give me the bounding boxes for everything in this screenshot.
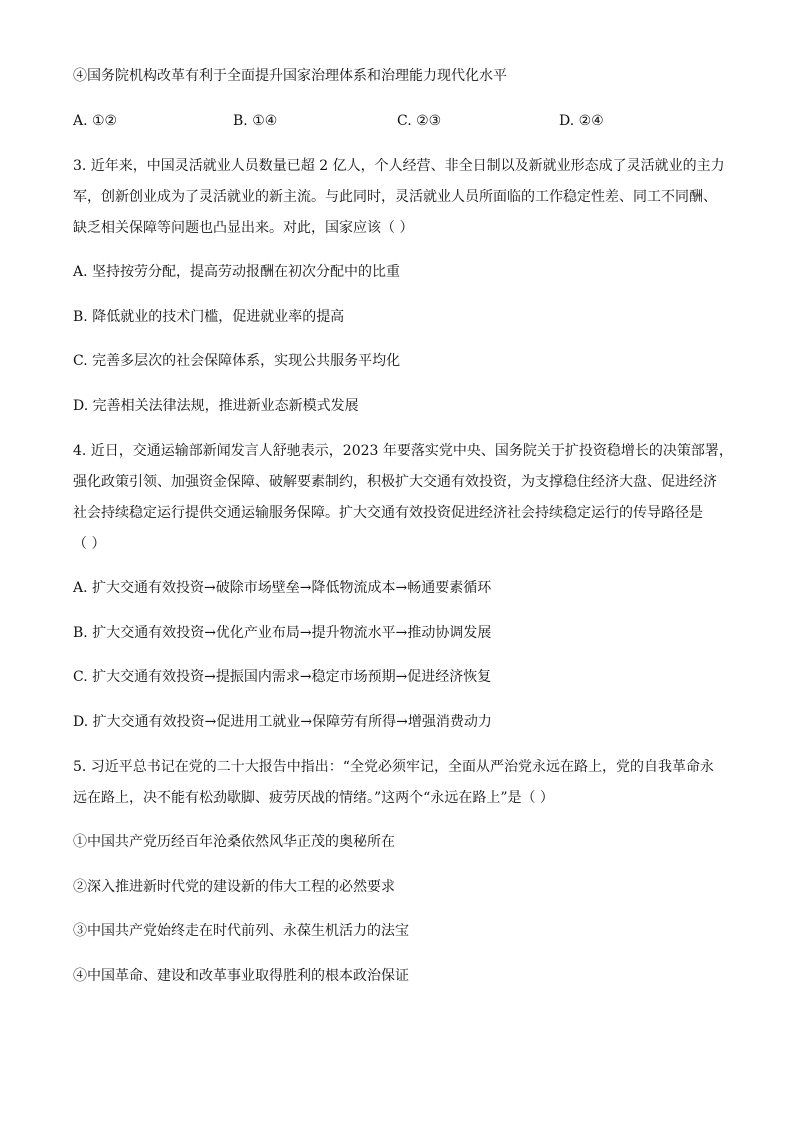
q2-option-a: A. ①②	[73, 113, 118, 129]
q3-option-d: D. 完善相关法律法规，推进新业态新模式发展	[73, 398, 359, 414]
q5-statement-4: ④中国革命、建设和改革事业取得胜利的根本政治保证	[73, 968, 409, 984]
q5-stem-line-1: 5. 习近平总书记在党的二十大报告中指出：“全党必须牢记，全面从严治党永远在路上，党的自我革命永	[73, 759, 714, 775]
q4-option-b: B. 扩大交通有效投资→优化产业布局→提升物流水平→推动协调发展	[73, 625, 492, 641]
q5-statement-2: ②深入推进新时代党的建设新的伟大工程的必然要求	[73, 879, 395, 895]
q2-options-row	[73, 111, 733, 131]
q2-option-b: B. ①④	[233, 113, 278, 129]
q3-stem-line-1: 3. 近年来，中国灵活就业人员数量已超 2 亿人，个人经营、非全日制以及新就业形态成了灵活就业的主力	[73, 158, 725, 174]
q4-option-d: D. 扩大交通有效投资→促进用工就业→保障劳有所得→增强消费动力	[73, 714, 492, 730]
q4-stem-line-2: 强化政策引领、加强资金保障、破解要素制约，积极扩大交通有效投资，为支撑稳住经济大盘、促进经济	[73, 474, 717, 490]
q5-stem-line-2: 远在路上，决不能有松劲歇脚、疲劳厌战的情绪。”这两个“永远在路上”是（ ）	[73, 790, 554, 806]
q4-stem-line-1: 4. 近日，交通运输部新闻发言人舒驰表示，2023 年要落实党中央、国务院关于扩投资稳增长的决策部署，	[73, 443, 733, 459]
q5-statement-3: ③中国共产党始终走在时代前列、永葆生机活力的法宝	[73, 923, 409, 939]
q4-option-a: A. 扩大交通有效投资→破除市场壁垒→降低物流成本→畅通要素循环	[73, 580, 492, 596]
q3-stem-line-3: 缺乏相关保障等问题也凸显出来。对此，国家应该（ ）	[73, 220, 414, 236]
q5-statement-1: ①中国共产党历经百年沧桑依然风华正茂的奥秘所在	[73, 834, 395, 850]
q3-option-a: A. 坚持按劳分配，提高劳动报酬在初次分配中的比重	[73, 264, 401, 280]
q3-stem-line-2: 军，创新创业成为了灵活就业的新主流。与此同时，灵活就业人员所面临的工作稳定性差、同工不同酬、	[73, 189, 717, 205]
q4-stem-line-4: （ ）	[73, 536, 106, 552]
q2-option-c: C. ②③	[397, 113, 442, 129]
q2-option-d: D. ②④	[559, 113, 604, 129]
q3-option-c: C. 完善多层次的社会保障体系，实现公共服务平均化	[73, 353, 401, 369]
q4-stem-line-3: 社会持续稳定运行提供交通运输服务保障。扩大交通有效投资促进经济社会持续稳定运行的传导路径是	[73, 505, 703, 521]
q3-option-b: B. 降低就业的技术门槛，促进就业率的提高	[73, 309, 345, 325]
q2-statement-4: ④国务院机构改革有利于全面提升国家治理体系和治理能力现代化水平	[73, 68, 507, 84]
q4-option-c: C. 扩大交通有效投资→提振国内需求→稳定市场预期→促进经济恢复	[73, 669, 492, 685]
